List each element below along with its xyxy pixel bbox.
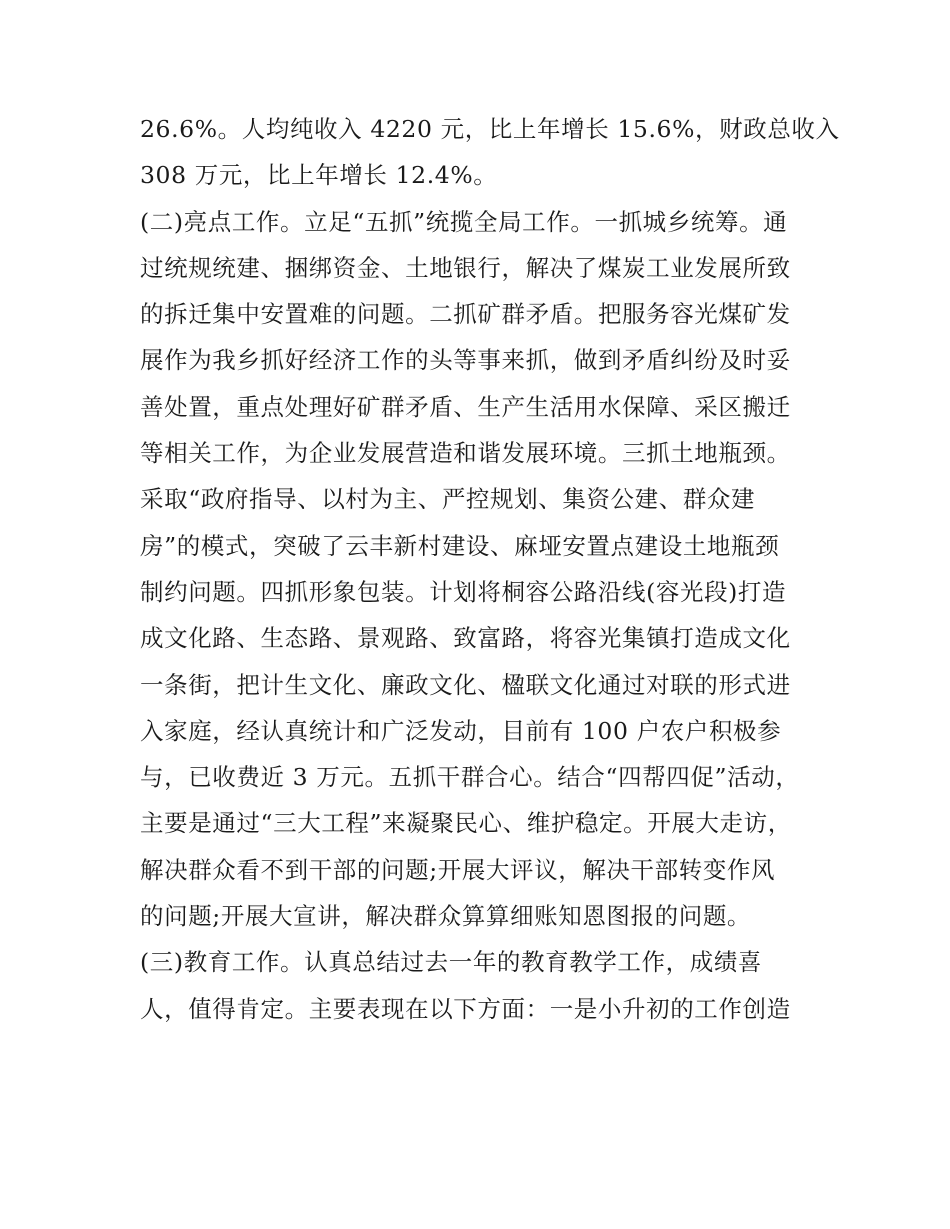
text-line-18: 的问题;开展大宣讲，解决群众算算细账知恩图报的问题。 (140, 902, 752, 931)
text-line-9: 采取“政府指导、以村为主、严控规划、集资公建、群众建 (140, 485, 756, 514)
text-line-3: (二)亮点工作。立足“五抓”统揽全局工作。一抓城乡统筹。通 (140, 207, 788, 236)
text-line-8: 等相关工作，为企业发展营造和谐发展环境。三抓土地瓶颈。 (140, 439, 791, 468)
text-line-13: 一条街，把计生文化、廉政文化、楹联文化通过对联的形式进 (140, 670, 791, 699)
text-line-15: 与，已收费近 3 万元。五抓干群合心。结合“四帮四促”活动， (140, 763, 800, 792)
text-line-12: 成文化路、生态路、景观路、致富路，将容光集镇打造成文化 (140, 624, 791, 653)
text-line-6: 展作为我乡抓好经济工作的头等事来抓，做到矛盾纠纷及时妥 (140, 346, 791, 375)
text-line-11: 制约问题。四抓形象包装。计划将桐容公路沿线(容光段)打造 (140, 577, 787, 606)
text-line-16: 主要是通过“三大工程”来凝聚民心、维护稳定。开展大走访， (140, 809, 792, 838)
text-line-5: 的拆迁集中安置难的问题。二抓矿群矛盾。把服务容光煤矿发 (140, 300, 791, 329)
text-line-2: 308 万元，比上年增长 12.4%。 (140, 161, 498, 190)
text-line-4: 过统规统建、捆绑资金、土地银行，解决了煤炭工业发展所致 (140, 253, 791, 282)
text-line-19: (三)教育工作。认真总结过去一年的教育教学工作，成绩喜 (140, 948, 763, 977)
body-text (140, 106, 840, 1032)
text-line-14: 入家庭，经认真统计和广泛发动，目前有 100 户农户积极参 (140, 716, 782, 745)
text-line-17: 解决群众看不到干部的问题;开展大评议，解决干部转变作风 (140, 855, 776, 884)
text-line-10: 房”的模式，突破了云丰新村建设、麻垭安置点建设土地瓶颈 (140, 531, 780, 560)
text-line-7: 善处置，重点处理好矿群矛盾、生产生活用水保障、采区搬迁 (140, 392, 791, 421)
text-line-20: 人，值得肯定。主要表现在以下方面：一是小升初的工作创造 (140, 994, 791, 1023)
text-line-1: 26.6%。人均纯收入 4220 元，比上年增长 15.6%，财政总收入 (140, 115, 840, 143)
